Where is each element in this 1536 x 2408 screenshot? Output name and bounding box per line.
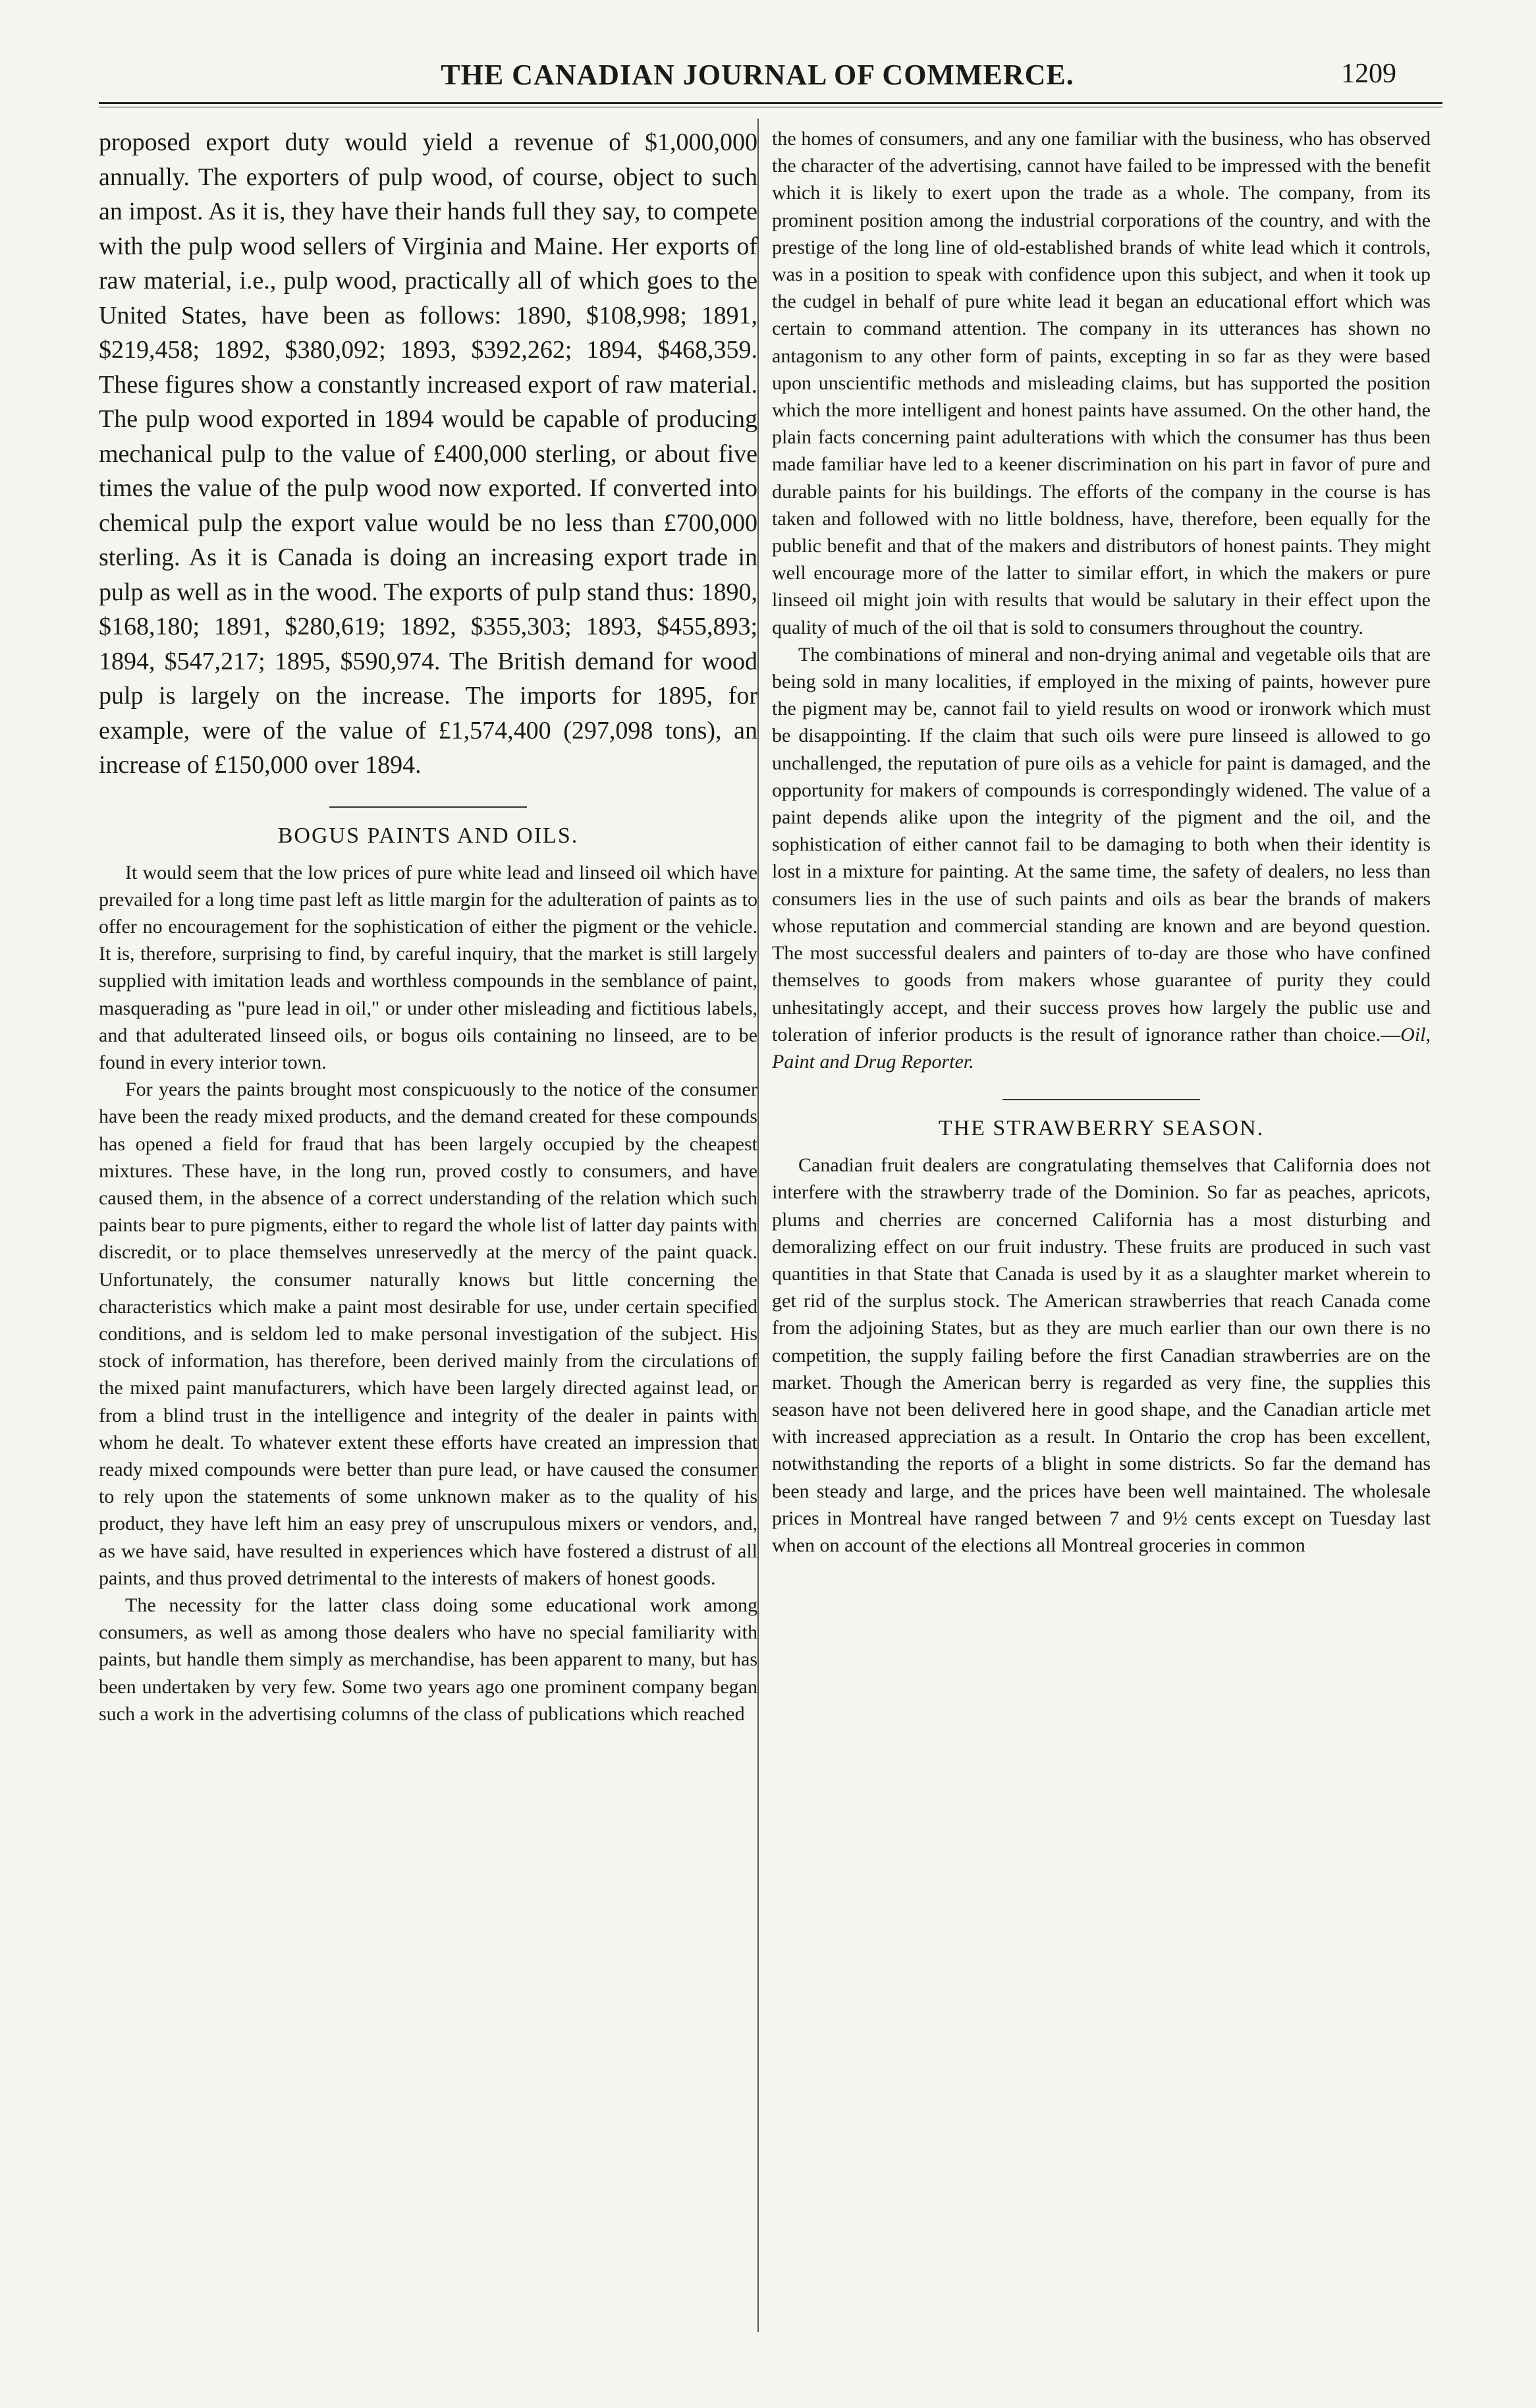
left-column <box>99 125 757 1727</box>
article-paragraph: For years the paints brought most conspicuously to the notice of the consumer have been the ready mixed products, and the demand created for these compounds has opened a field for fraud that has been largely occupied by the cheapest mixtures. These have, in the long run, proved costly to consumers, and have caused them, in the absence of a correct understanding of the relation which such paints bear to pure pigments, either to regard the whole list of latter day paints with discredit, or to place themselves unreservedly at the mercy of the paint quack. Unfortunately, the consumer naturally knows but little concerning the characteristics which make a paint most desirable for use, under certain specified conditions, and is seldom led to make personal investigation of the subject. His stock of information, has therefore, been derived mainly from the circulations of the mixed paint manufacturers, which have been largely directed against lead, or from a blind trust in the intelligence and integrity of the dealer in paints with whom he dealt. To whatever extent these efforts have created an impression that ready mixed compounds were better than pure lead, or have caused the consumer to rely upon the statements of some unknown maker as to the quality of his product, they have left him an easy prey of unscrupulous mixers or vendors, and, as we have said, have resulted in experiences which have fostered a distrust of all paints, and thus proved detrimental to the interests of makers of honest goods. <box>99 1078 757 1589</box>
article-paragraph: Canadian fruit dealers are congratulating themselves that California does not interfere with the strawberry trade of the Dominion. So far as peaches, apricots, plums and cherries are concerned California has a most disturbing and demoralizing effect on our fruit industry. These fruits are produced in such vast quantities in that State that Canada is used by it as a slaughter market wherein to get rid of the surplus stock. The American strawberries that reach Canada come from the adjoining States, but as they are much earlier than our own there is no competition, the supply failing before the first Canadian strawberries are on the market. Though the American berry is regarded as very fine, the supplies this season have not been delivered here in good shape, and the Canadian article met with increased appreciation as a result. In Ontario the crop has been excellent, notwithstanding the reports of a blight in some districts. So far the demand has been steady and large, and the prices have been well maintained. The wholesale prices in Montreal have ranged between 7 and 9½ cents except on Tuesday last when on account of the elections all Montreal groceries in common <box>772 1154 1431 1556</box>
masthead <box>99 53 1416 99</box>
column-divider <box>757 119 759 2332</box>
source-citation: Oil, Paint and Drug Reporter. <box>772 1023 1431 1073</box>
article-continuation: the homes of consumers, and any one familiar with the business, who has observed the character of the advertising, cannot have failed to be impressed with the benefit which it is likely to exert upon the trade as a whole. The company, from its prominent position among the industrial corporations of the country, and with the prestige of the long line of old-established brands of white lead which it controls, was in a position to speak with confidence upon this subject, and when it took up the cudgel in behalf of pure white lead it began an educational effort which was certain to command attention. The company in its utterances has shown no antagonism to any other form of paints, excepting in so far as they were based upon unscientific methods and misleading claims, but has supported the position which the more intelligent and honest paints have assumed. On the other hand, the plain facts concerning paint adulterations with which the consumer has thus been made familiar have led to a keener discrimination on his part in favor of pure and durable paints for his buildings. The efforts of the company in the course is has taken and followed with no little boldness, have, therefore, been equally for the public benefit and that of the makers and distributors of honest paints. They might well encourage more of the latter to similar effort, in which the makers or pure linseed oil might join with results that would be salutary in their effect upon the quality of much of the oil that is sold to consumers throughout the country. <box>772 128 1431 638</box>
strawberry-heading: THE STRAWBERRY SEASON. <box>938 1116 1265 1141</box>
masthead-rule-thick <box>99 102 1442 104</box>
article-paragraph <box>772 641 1431 1075</box>
oils-paragraph-text: The combinations of mineral and non-drying animal and vegetable oils that are being sold in many localities, if employed in the mixing of paints, however pure the pigment may be, cannot fail to yield results on wood or ironwork which must be disappointing. If the claim that such oils were pure linseed is allowed to go unchallenged, the reputation of pure oils as a vehicle for paint is damaged, and the opportunity for makers of compounds is correspondingly widened. The value of a paint depends alike upon the integrity of the pigment and the oil, and the sophistication of either cannot fail to be damaging to both when their identity is lost in a mixture for painting. At the same time, the safety of dealers, no less than consumers lies in the use of such paints and oils as bear the brands of makers whose reputation and commercial standing are known and are beyond question. The most successful dealers and painters of to-day are those who have confined themselves to goods from makers whose guarantee of purity they could unhesitatingly accept, and their success proves how largely the public use and toleration of inferior products is the result of ignorance rather than choice.— <box>772 643 1431 1046</box>
section-separator <box>1002 1099 1200 1100</box>
pulp-export-paragraph: proposed export duty would yield a revenue of $1,000,000 annually. The exporters of pulp wood, of course, object to such an impost. As it is, they have their hands full they say, to compete with the pulp wood sellers of Virginia and Maine. Her exports of raw material, i.e., pulp wood, practically all of which goes to the United States, have been as follows: 1890, $108,998; 1891, $219,458; 1892, $380,092; 1893, $392,262; 1894, $468,359. These figures show a constantly increased export of raw material. The pulp wood exported in 1894 would be capable of producing mechanical pulp to the value of £400,000 sterling, or about five times the value of the pulp wood now exported. If converted into chemical pulp the export value would be no less than £700,000 sterling. As it is Canada is doing an increasing export trade in pulp as well as in the wood. The exports of pulp stand thus: 1890, $168,180; 1891, $280,619; 1892, $355,303; 1893, $455,893; 1894, $547,217; 1895, $590,974. The British demand for wood pulp is largely on the increase. The imports for 1895, for example, were of the value of £1,574,400 (297,098 tons), an increase of £150,000 over 1894. <box>99 128 757 779</box>
journal-title: THE CANADIAN JOURNAL OF COMMERCE. <box>441 59 1074 91</box>
section-separator <box>329 806 527 808</box>
right-column <box>772 125 1431 1559</box>
page-number: 1209 <box>1341 59 1396 89</box>
article-paragraph: It would seem that the low prices of pure white lead and linseed oil which have prevailed for a long time past left as little margin for the adulteration of paints as to offer no encouragement for the sophistication of either the pigment or the vehicle. It is, therefore, surprising to find, by careful inquiry, that the market is still largely supplied with imitation leads and worthless compounds in the semblance of paint, masquerading as "pure lead in oil," or under other misleading and fictitious labels, and that adulterated linseed oils, or bogus oils containing no linseed, are to be found in every interior town. <box>99 861 757 1073</box>
bogus-paints-heading: BOGUS PAINTS AND OILS. <box>277 823 579 848</box>
article-paragraph: The necessity for the latter class doing some educational work among consumers, as well as among those dealers who have no special familiarity with paints, but handle them simply as merchandise, has been apparent to many, but has been undertaken by very few. Some two years ago one prominent company began such a work in the advertising columns of the class of publications which reached <box>99 1594 757 1725</box>
